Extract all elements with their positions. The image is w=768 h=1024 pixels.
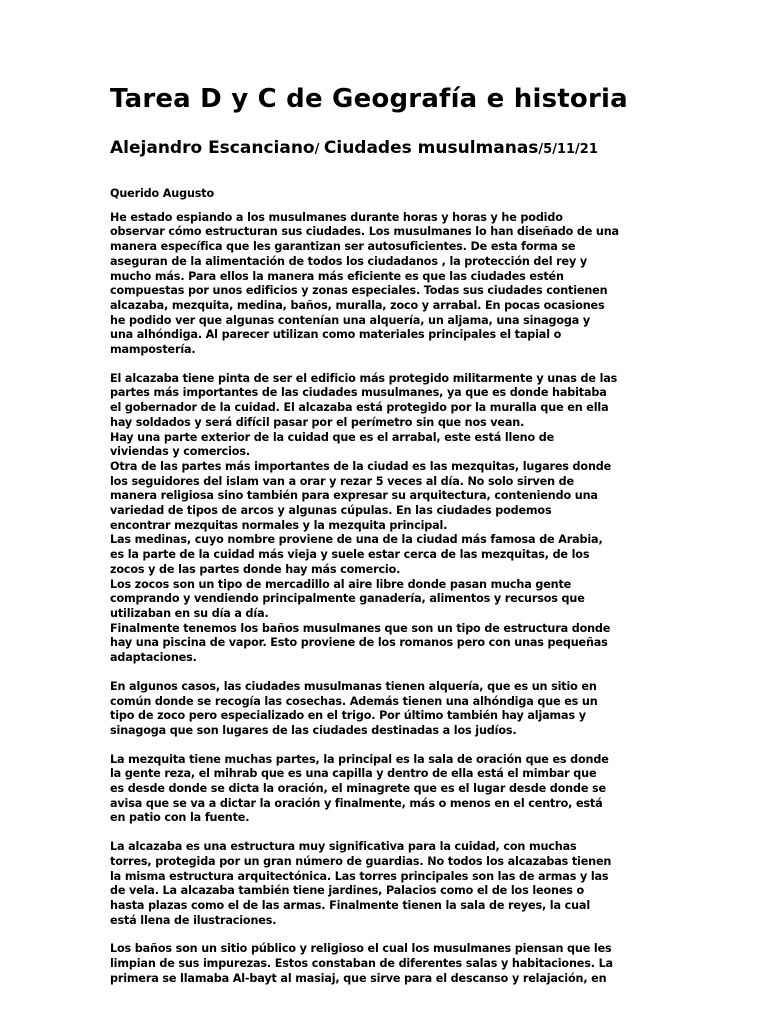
paragraph-line: hay soldados y será difícil pasar por el perímetro sin que nos vean.: [110, 415, 525, 429]
paragraph-line: primera se llamaba Al-bayt al masiaj, que sirve para el descanso y relajación, en: [110, 971, 607, 985]
paragraph-line: he podido ver que algunas contenían una alquería, un aljama, una sinagoga y: [110, 313, 591, 327]
paragraph: [110, 211, 662, 358]
paragraph-line: es la parte de la cuidad más vieja y suele estar cerca de las mezquitas, de los: [110, 548, 590, 562]
letter-body: [110, 187, 662, 986]
paragraph-line: una alhóndiga. Al parecer utilizan como materiales principales el tapial o: [110, 328, 562, 342]
paragraph-line: zocos y de las partes donde hay más comercio.: [110, 562, 401, 576]
document-subtitle: [110, 136, 662, 162]
paragraph-line: viviendas y comercios.: [110, 445, 250, 459]
paragraph-line: Hay una parte exterior de la cuidad que es el arrabal, este está lleno de: [110, 430, 555, 444]
paragraph-line: limpian de sus impurezas. Estos constaban de diferentes salas y habitaciones. La: [110, 957, 613, 971]
paragraph-line: Las medinas, cuyo nombre proviene de una de la ciudad más famosa de Arabia,: [110, 533, 603, 547]
paragraph-line: torres, protegida por un gran número de guardias. No todos los alcazabas tienen: [110, 854, 612, 868]
paragraph-line: adaptaciones.: [110, 651, 197, 665]
paragraph: [110, 942, 662, 986]
paragraph-line: manera específica que les garantizan ser autosuficientes. De esta forma se: [110, 240, 576, 254]
subtitle-separator: /: [314, 142, 324, 157]
paragraph-line: En algunos casos, las ciudades musulmanas tienen alquería, que es un sitio en: [110, 679, 597, 693]
paragraph-line: está llena de ilustraciones.: [110, 913, 277, 927]
paragraph-line: común donde se recogía las cosechas. Además tienen una alhóndiga que es un: [110, 694, 598, 708]
paragraph-line: sinagoga que son lugares de las ciudades destinadas a los judíos.: [110, 723, 517, 737]
paragraph-line: Otra de las partes más importantes de la ciudad es las mezquitas, lugares donde: [110, 459, 612, 473]
paragraph-line: mucho más. Para ellos la manera más eficiente es que las ciudades estén: [110, 269, 564, 283]
paragraph-line: hay una piscina de vapor. Esto proviene de los romanos pero con unas pequeñas: [110, 636, 608, 650]
paragraph: [110, 753, 662, 827]
paragraph-line: la misma estructura arquitectónica. Las torres principales son las de armas y las: [110, 869, 609, 883]
paragraph-line: los seguidores del islam van a orar y rezar 5 veces al día. No solo sirven de: [110, 474, 574, 488]
paragraph-line: comprando y vendiendo principalmente ganadería, alimentos y recursos que: [110, 592, 585, 606]
paragraph-line: de vela. La alcazaba también tiene jardines, Palacios como el de los leones o: [110, 884, 585, 898]
paragraph-line: Los baños son un sitio público y religioso el cual los musulmanes piensan que les: [110, 942, 612, 956]
paragraph-line: la gente reza, el mihrab que es una capilla y dentro de ella está el mimbar que: [110, 767, 597, 781]
paragraph-line: La mezquita tiene muchas partes, la principal es la sala de oración que es donde: [110, 752, 609, 766]
document-page: [110, 82, 662, 1000]
paragraph: [110, 680, 662, 739]
paragraph-line: hasta plazas como el de las armas. Finalmente tienen la sala de reyes, la cual: [110, 898, 591, 912]
document-topic: Ciudades musulmanas: [323, 138, 539, 158]
paragraph-line: alcazaba, mezquita, medina, baños, muralla, zoco y arrabal. En pocas ocasiones: [110, 298, 605, 312]
paragraph-line: tipo de zoco pero especializado en el trigo. Por último también hay aljamas y: [110, 709, 586, 723]
paragraph: [110, 840, 662, 928]
document-date: /5/11/21: [538, 142, 598, 157]
author-name: Alejandro Escanciano: [110, 138, 315, 158]
paragraph-line: compuestas por unos edificios y zonas especiales. Todas sus ciudades contienen: [110, 284, 608, 298]
paragraph-line: en patio con la fuente.: [110, 811, 250, 825]
paragraph-line: observar cómo estructuran sus ciudades. Los musulmanes lo han diseñado de una: [110, 225, 619, 239]
paragraph-line: Finalmente tenemos los baños musulmanes que son un tipo de estructura donde: [110, 621, 611, 635]
paragraph-line: He estado espiando a los musulmanes durante horas y horas y he podido: [110, 210, 563, 224]
paragraph: [110, 372, 662, 666]
paragraph-line: manera religiosa sino también para expresar su arquitectura, conteniendo una: [110, 489, 598, 503]
paragraph-line: encontrar mezquitas normales y la mezquita principal.: [110, 518, 448, 532]
paragraph-line: avisa que se va a dictar la oración y finalmente, más o menos en el centro, está: [110, 796, 603, 810]
paragraph-line: partes más importantes de las ciudades musulmanes, ya que es donde habitaba: [110, 386, 607, 400]
paragraph-line: el gobernador de la cuidad. El alcazaba está protegido por la muralla que en ella: [110, 401, 609, 415]
document-title: Tarea D y C de Geografía e historia: [110, 84, 628, 114]
paragraph-line: es desde donde se dicta la oración, el minagrete que es el lugar desde donde se: [110, 782, 606, 796]
letter-paragraphs: [110, 211, 662, 987]
paragraph-line: mampostería.: [110, 343, 196, 357]
paragraph-line: variedad de tipos de arcos y algunas cúpulas. En las ciudades podemos: [110, 504, 552, 518]
letter-greeting: Querido Augusto: [110, 187, 215, 200]
paragraph-line: La alcazaba es una estructura muy significativa para la cuidad, con muchas: [110, 840, 577, 854]
paragraph-line: El alcazaba tiene pinta de ser el edificio más protegido militarmente y unas de las: [110, 371, 618, 385]
paragraph-line: Los zocos son un tipo de mercadillo al aire libre donde pasan mucha gente: [110, 577, 572, 591]
paragraph-line: aseguran de la alimentación de todos los ciudadanos , la protección del rey y: [110, 254, 587, 268]
paragraph-line: utilizaban en su día a día.: [110, 606, 269, 620]
